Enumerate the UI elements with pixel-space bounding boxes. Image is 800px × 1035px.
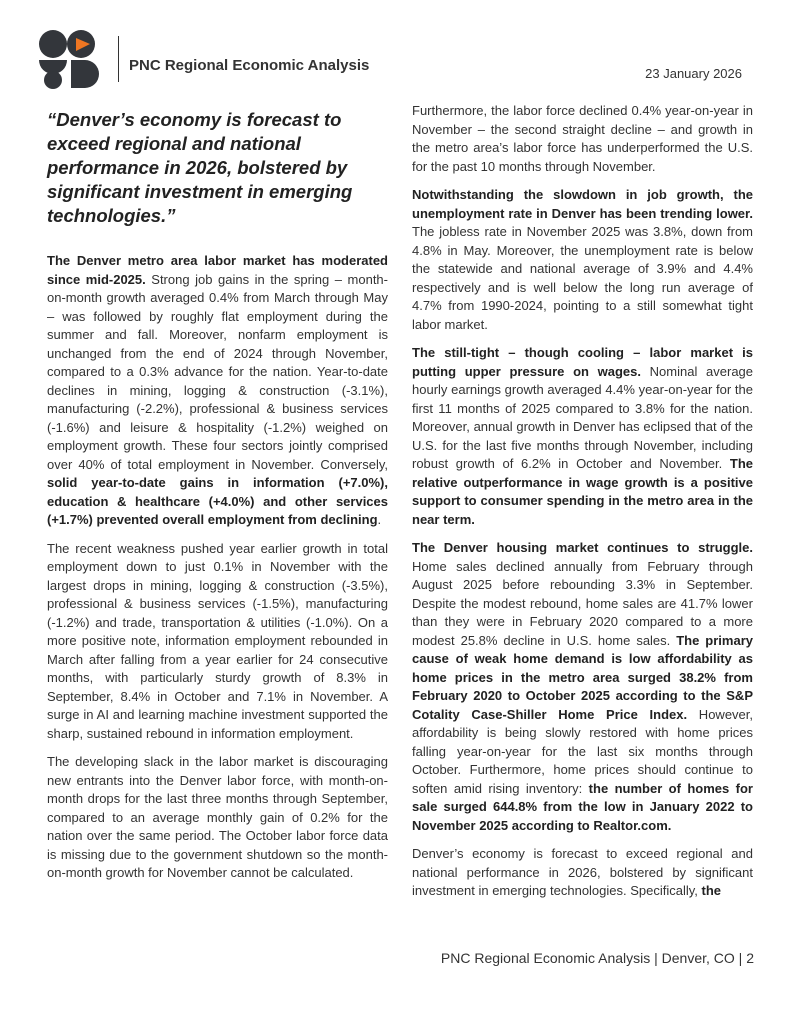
- publication-date: 23 January 2026: [645, 66, 742, 81]
- paragraph-lead: The still-tight – though cooling – labor market is putting upper pressure on wages.: [412, 345, 753, 379]
- right-column: [412, 102, 753, 911]
- paragraph-labor-force: The developing slack in the labor market is discouraging new entrants into the Denver labor force, with month-on-month drops for the last three months through September, compared to an average monthly gain of 0.2% for the nation over the same period. The October labor force data is missing due to the government shutdown so the month-on-month growth for November cannot be calculated.: [47, 754, 388, 880]
- paragraph-body: The jobless rate in November 2025 was 3.8%, down from 4.8% in May. Moreover, the unemployment rate is below the statewide and national average of 3.9% and 4.4% respectively and is well below the long run average of 4.7% from 1990-2024, pointing to a still somewhat tight labor market.: [412, 224, 753, 332]
- header-divider: [118, 36, 119, 82]
- left-column: [47, 108, 388, 893]
- paragraph-end: .: [377, 512, 382, 527]
- paragraph-labor-market: [47, 252, 388, 530]
- paragraph-outlook: [412, 845, 753, 901]
- paragraph-unemployment: [412, 186, 753, 334]
- paragraph-highlight: the: [701, 883, 722, 898]
- paragraph-highlight: The primary cause of weak home demand is low affordability as home prices in the metro area surged 38.2% from February 2020 to October 2025 according to the S&P Cotality Case-Shiller Home Price Index.: [412, 632, 753, 722]
- paragraph-body: Denver’s economy is forecast to exceed regional and national performance in 2026, bolstered by significant investment in emerging technologies. Specifically,: [412, 846, 753, 898]
- page-footer: PNC Regional Economic Analysis | Denver, CO | 2: [440, 950, 754, 966]
- paragraph-body: Home sales declined annually from February through August 2025 before rebounding 3.3% in September. Despite the modest rebound, home sales are 41.7% lower than they were in February 2020 compared to a more modest 25.8% decline in U.S. home sales.: [412, 558, 753, 648]
- paragraph-labor-force-continued: Furthermore, the labor force declined 0.4% year-on-year in November – the second straight decline – and growth in the metro area’s labor force has underperformed the U.S. for the past 10 months through November.: [412, 103, 753, 174]
- pnc-logo: [36, 27, 102, 93]
- pull-quote: “Denver’s economy is forecast to exceed regional and national performance in 2026, bolstered by significant investment in emerging technologies.”: [47, 109, 353, 226]
- paragraph-lead: The Denver housing market continues to struggle.: [412, 540, 753, 555]
- paragraph-employment-growth: The recent weakness pushed year earlier growth in total employment down to just 0.1% in November with the largest drops in mining, logging & construction (-3.5%), professional & business services (-1.5%), manufacturing (-1.2%) and trade, transportation & utilities (-1.0%). On a more positive note, information employment rebounded in March after falling from a year earlier for 24 consecutive months, with particularly sturdy growth of 8.3% in September, 8.4% in October and 7.1% in November. A surge in AI and learning machine investment supported the sharp, sustained rebound in information employment.: [47, 540, 388, 741]
- paragraph-wages: [412, 344, 753, 529]
- paragraph-body: Nominal average hourly earnings growth averaged 4.4% year-on-year for the first 11 months of 2025 compared to 3.8% for the nation. Moreover, annual growth in Denver has eclipsed that of the U.S. for the last five months through November, including robust growth of 6.2% in October and November.: [412, 363, 754, 471]
- paragraph-body: However, affordability is being slowly restored with home prices falling year-on-year for the last six months through October. Furthermore, home prices should continue to soften amid rising inventory:: [412, 706, 753, 796]
- paragraph-body: Strong job gains in the spring – month-on-month growth averaged 0.4% from March through May – was followed by roughly flat employment during the summer and fall. Moreover, nonfarm employment is unchanged from the end of 2024 through November, compared to a 0.3% advance for the nation. Year-to-date declines in mining, logging & construction (-3.1%), manufacturing (-2.2%), professional & business services (-1.6%) and leisure & hospitality (-1.2%) weighed on employment growth. These four sectors jointly comprised over 40% of total employment in November. Conversely,: [47, 271, 388, 472]
- paragraph-lead: The Denver metro area labor market has moderated since mid-2025.: [47, 253, 388, 287]
- paragraph-housing: [412, 539, 753, 835]
- brand-title: PNC Regional Economic Analysis: [129, 57, 370, 74]
- paragraph-highlight: The relative outperformance in wage growth is a positive support to consumer spending in the metro area in the near term.: [412, 456, 753, 527]
- paragraph-lead: Notwithstanding the slowdown in job growth, the unemployment rate in Denver has been trending lower.: [412, 187, 753, 221]
- paragraph-highlight: solid year-to-date gains in information (+7.0%), education & healthcare (+4.0%) and other services (+1.7%) prevented overall employment from declining: [47, 475, 388, 527]
- paragraph-highlight: the number of homes for sale surged 644.8% from the low in January 2022 to November 2025 according to Realtor.com.: [412, 780, 753, 833]
